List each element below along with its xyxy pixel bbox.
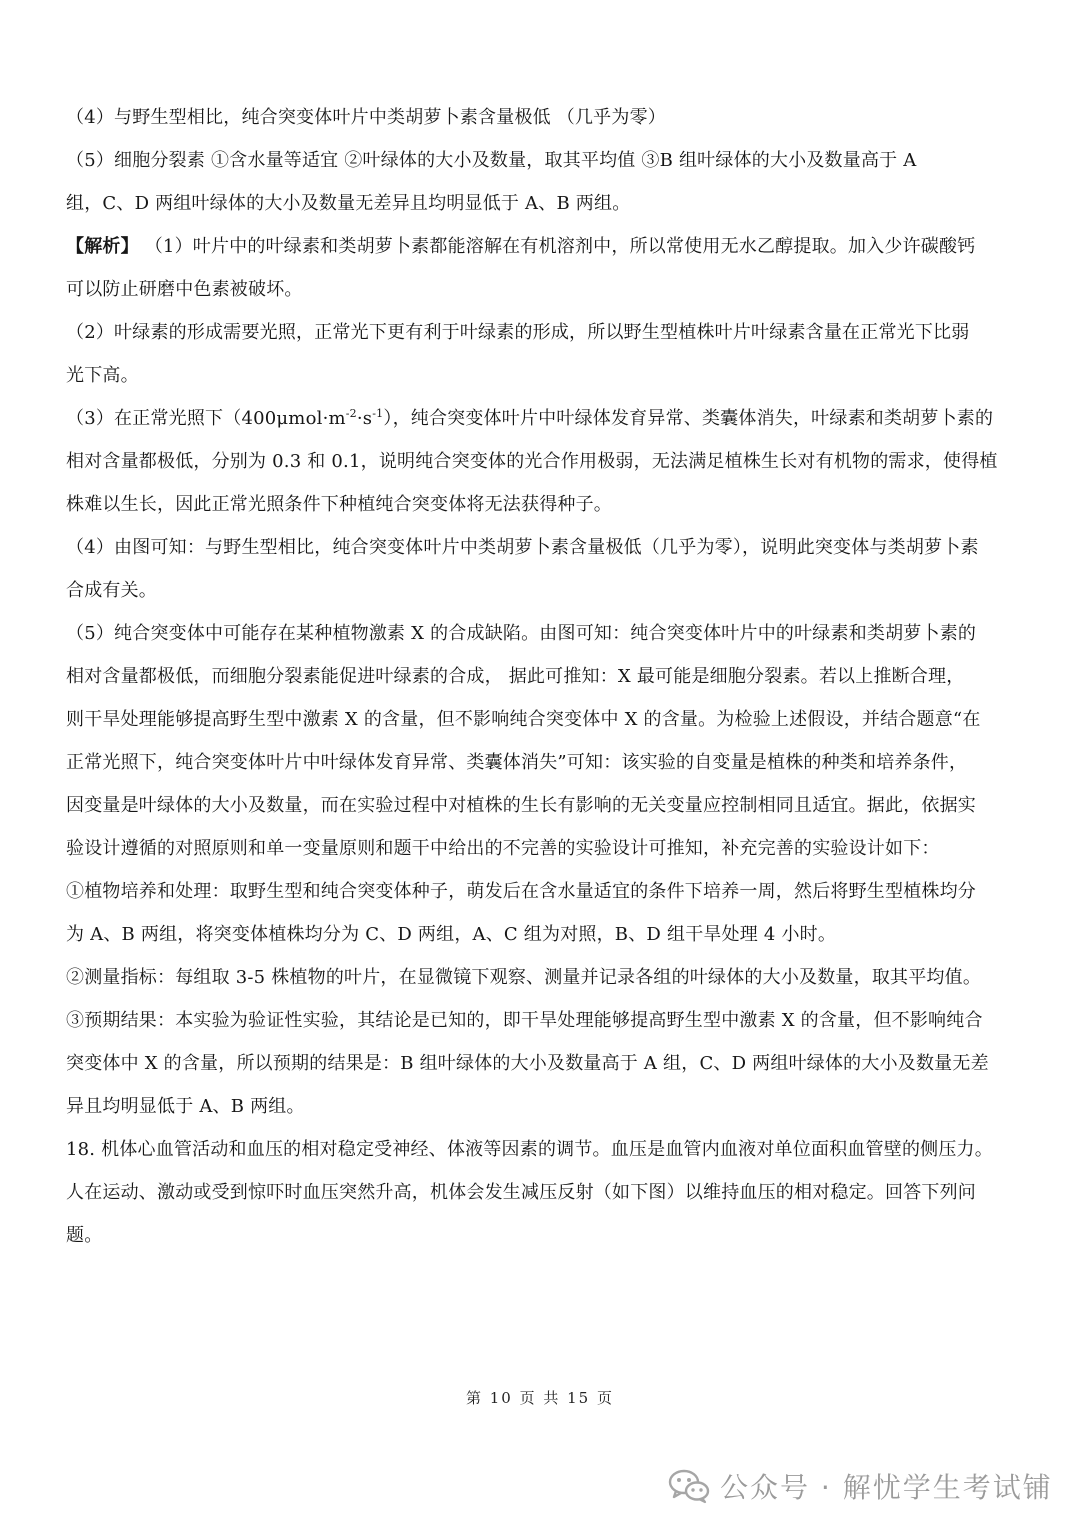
analysis-line-5-cont-4: 因变量是叶绿体的大小及数量，而在实验过程中对植株的生长有影响的无关变量应控制相同且适宜。据此，依据实: [66, 795, 976, 816]
analysis-line-5-cont-5: 验设计遵循的对照原则和单一变量原则和题干中给出的不完善的实验设计可推知，补充完善的实验设计如下：: [66, 838, 940, 859]
answer-line-5: （5）细胞分裂素 ①含水量等适宜 ②叶绿体的大小及数量，取其平均值 ③B 组叶绿体的大小及数量高于 A: [66, 150, 917, 171]
design-step-1-cont: 为 A、B 两组，将突变体植株均分为 C、D 两组，A、C 组为对照，B、D 组干旱处理 4 小时。: [66, 924, 837, 945]
analysis-line-4: （4）由图可知：与野生型相比，纯合突变体叶片中类胡萝卜素含量极低（几乎为零），说明此突变体与类胡萝卜素: [66, 537, 979, 558]
analysis-line-5-cont-2: 则干旱处理能够提高野生型中激素 X 的含量，但不影响纯合突变体中 X 的含量。为检验上述假设，并结合题意“在: [66, 709, 981, 730]
design-step-3-cont-2: 异且均明显低于 A、B 两组。: [66, 1096, 305, 1117]
analysis-text: （1）叶片中的叶绿素和类胡萝卜素都能溶解在有机溶剂中，所以常使用无水乙醇提取。加入少许碳酸钙: [144, 236, 976, 257]
analysis-line-2-cont: 光下高。: [66, 365, 139, 386]
analysis-line-2: （2）叶绿素的形成需要光照，正常光下更有利于叶绿素的形成，所以野生型植株叶片叶绿素含量在正常光下比弱: [66, 322, 970, 343]
analysis-line-5-cont-3: 正常光照下，纯合突变体叶片中叶绿体发育异常、类囊体消失”可知：该实验的自变量是植株的种类和培养条件，: [66, 752, 968, 773]
answer-line-5-cont: 组，C、D 两组叶绿体的大小及数量无差异且均明显低于 A、B 两组。: [66, 193, 631, 214]
wechat-icon: [668, 1468, 710, 1504]
analysis-line-3: （3）在正常光照下$(400\mu mol\cdot m^{-2}\cdot s^{-1})$，纯合突变体叶片中叶绿体发育异常、类囊体消失，叶绿素和类胡萝卜素的: [66, 407, 994, 429]
design-step-3-cont-1: 突变体中 X 的含量，所以预期的结果是：B 组叶绿体的大小及数量高于 A 组，C、D 两组叶绿体的大小及数量无差: [66, 1053, 989, 1074]
analysis-line-3-cont-2: 株难以生长，因此正常光照条件下种植纯合突变体将无法获得种子。: [66, 494, 612, 515]
analysis-line-1-cont: 可以防止研磨中色素被破坏。: [66, 279, 303, 300]
analysis-line-5: （5）纯合突变体中可能存在某种植物激素 X 的合成缺陷。由图可知：纯合突变体叶片中的叶绿素和类胡萝卜素的: [66, 623, 977, 644]
watermark-text: 公众号 · 解忧学生考试铺: [720, 1471, 1053, 1504]
design-step-1: ①植物培养和处理：取野生型和纯合突变体种子，萌发后在含水量适宜的条件下培养一周，然后将野生型植株均分: [66, 881, 976, 902]
question-18-cont-2: 题。: [66, 1225, 103, 1246]
question-18-cont-1: 人在运动、激动或受到惊吓时血压突然升高，机体会发生减压反射（如下图）以维持血压的相对稳定。回答下列问: [66, 1182, 976, 1203]
analysis-line-4-cont: 合成有关。: [66, 580, 157, 601]
design-step-2: ②测量指标：每组取 3-5 株植物的叶片，在显微镜下观察、测量并记录各组的叶绿体的大小及数量，取其平均值。: [66, 967, 982, 988]
analysis-label: 【解析】: [66, 236, 139, 257]
analysis-line-3-cont-1: 相对含量都极低，分别为 0.3 和 0.1，说明纯合突变体的光合作用极弱，无法满足植株生长对有机物的需求，使得植: [66, 451, 998, 472]
answer-line-4: （4）与野生型相比，纯合突变体叶片中类胡萝卜素含量极低 （几乎为零）: [66, 107, 666, 128]
question-18: 18. 机体心血管活动和血压的相对稳定受神经、体液等因素的调节。血压是血管内血液对单位面积血管壁的侧压力。: [66, 1139, 993, 1160]
watermark: [668, 1464, 1053, 1508]
design-step-3: ③预期结果：本实验为验证性实验，其结论是已知的，即干旱处理能够提高野生型中激素 X 的含量，但不影响纯合: [66, 1010, 983, 1031]
page-number: 第 10 页 共 15 页: [465, 1389, 614, 1407]
analysis-line-1: [66, 235, 1016, 261]
analysis-line-5-cont-1: 相对含量都极低，而细胞分裂素能促进叶绿素的合成， 据此可推知：X 最可能是细胞分裂素。若以上推断合理，: [66, 666, 965, 687]
